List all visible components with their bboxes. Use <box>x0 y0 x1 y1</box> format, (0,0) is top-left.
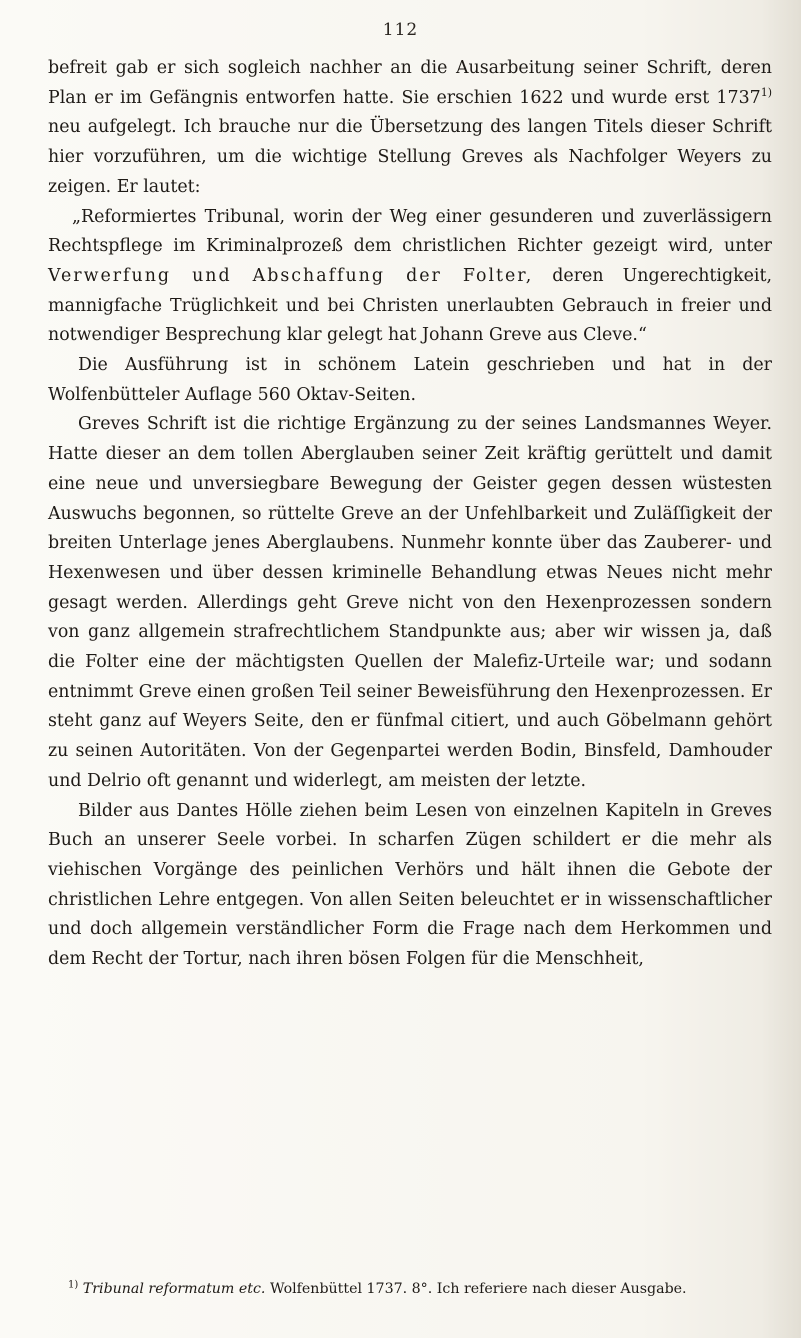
paragraph-dante: Bilder aus Dantes Hölle ziehen beim Lesen von einzelnen Kapiteln in Greves Buch an unserer Seele vorbei. In scharfen Zügen schildert er die mehr als viehischen Vorgänge des peinlichen Verhörs und hält ihnen die Gebote der christlichen Lehre entgegen. Von allen Seiten beleuchtet er in wissenschaftlicher und doch allgemein verständlicher Form die Frage nach dem Herkommen und dem Recht der Tortur, nach ihren bösen Folgen für die Menschheit, <box>48 800 772 970</box>
main-text <box>48 54 772 975</box>
footnotes <box>48 1278 772 1300</box>
footnote-text: Wolfenbüttel 1737. 8°. Ich referiere nach dieser Ausgabe. <box>265 1281 687 1297</box>
footnote-reference: 1) <box>760 85 772 99</box>
title-quotation-text-a: „Reformiertes Tribunal, worin der Weg einer gesunderen und zuverlässigern Rechtspflege im Kriminalprozeß dem christlichen Richter gezeigt wird, unter <box>48 206 772 257</box>
paragraph-opening-text-b: neu aufgelegt. Ich brauche nur die Übersetzung des langen Titels dieser Schrift hier vorzuführen, um die wichtige Stellung Greves als Nachfolger Weyers zu zeigen. Er lautet: <box>48 117 772 197</box>
footnote-1 <box>48 1278 772 1300</box>
paragraph-opening <box>48 54 772 203</box>
title-quotation-emphasis: Verwerfung und Abschaffung der Folter, <box>48 265 534 286</box>
paragraph-opening-text-a: befreit gab er sich sogleich nachher an die Ausarbeitung seiner Schrift, deren Plan er im Gefängnis entworfen hatte. Sie erschien 1622 und wurde erst 1737 <box>48 58 772 108</box>
page-number: 112 <box>382 20 419 40</box>
paragraph-execution: Die Ausführung ist in schönem Latein geschrieben und hat in der Wolfenbütteler Auflage 560 Oktav-Seiten. <box>48 355 772 405</box>
footnote-title: Tribunal reformatum etc. <box>82 1281 266 1297</box>
title-quotation-text-b: deren Ungerechtigkeit, mannigfache Trüglichkeit und bei Christen unerlaubten Gebrauch in freier und notwendiger Besprechung klar gelegt hat Johann Greve aus Cleve.“ <box>48 265 772 346</box>
footnote-mark: 1) <box>68 1279 79 1291</box>
paragraph-greve-weyer: Greves Schrift ist die richtige Ergänzung zu der seines Landsmannes Weyer. Hatte dieser an dem tollen Aberglauben seiner Zeit kräftig gerüttelt und damit eine neue und unversiegbare Bewegung der Geister gegen dessen wüstesten Auswuchs begonnen, so rüttelte Greve an der Unfehlbarkeit und Zuläſſigkeit der breiten Unterlage jenes Aberglaubens. Nunmehr konnte über das Zauberer- und Hexenwesen und über dessen kriminelle Behandlung etwas Neues nicht mehr gesagt werden. Allerdings geht Greve nicht von den Hexenprozessen sondern von ganz allgemein strafrechtlichem Standpunkte aus; aber wir wissen ja, daß die Folter eine der mächtigsten Quellen der Malefiz-Urteile war; und sodann entnimmt Greve einen großen Teil seiner Beweisführung den Hexenprozessen. Er steht ganz auf Weyers Seite, den er fünfmal citiert, und auch Göbelmann gehört zu seinen Autoritäten. Von der Gegenpartei werden Bodin, Binsfeld, Damhouder und Delrio oft genannt und widerlegt, am meisten der letzte. <box>48 414 772 791</box>
title-quotation <box>48 203 772 352</box>
